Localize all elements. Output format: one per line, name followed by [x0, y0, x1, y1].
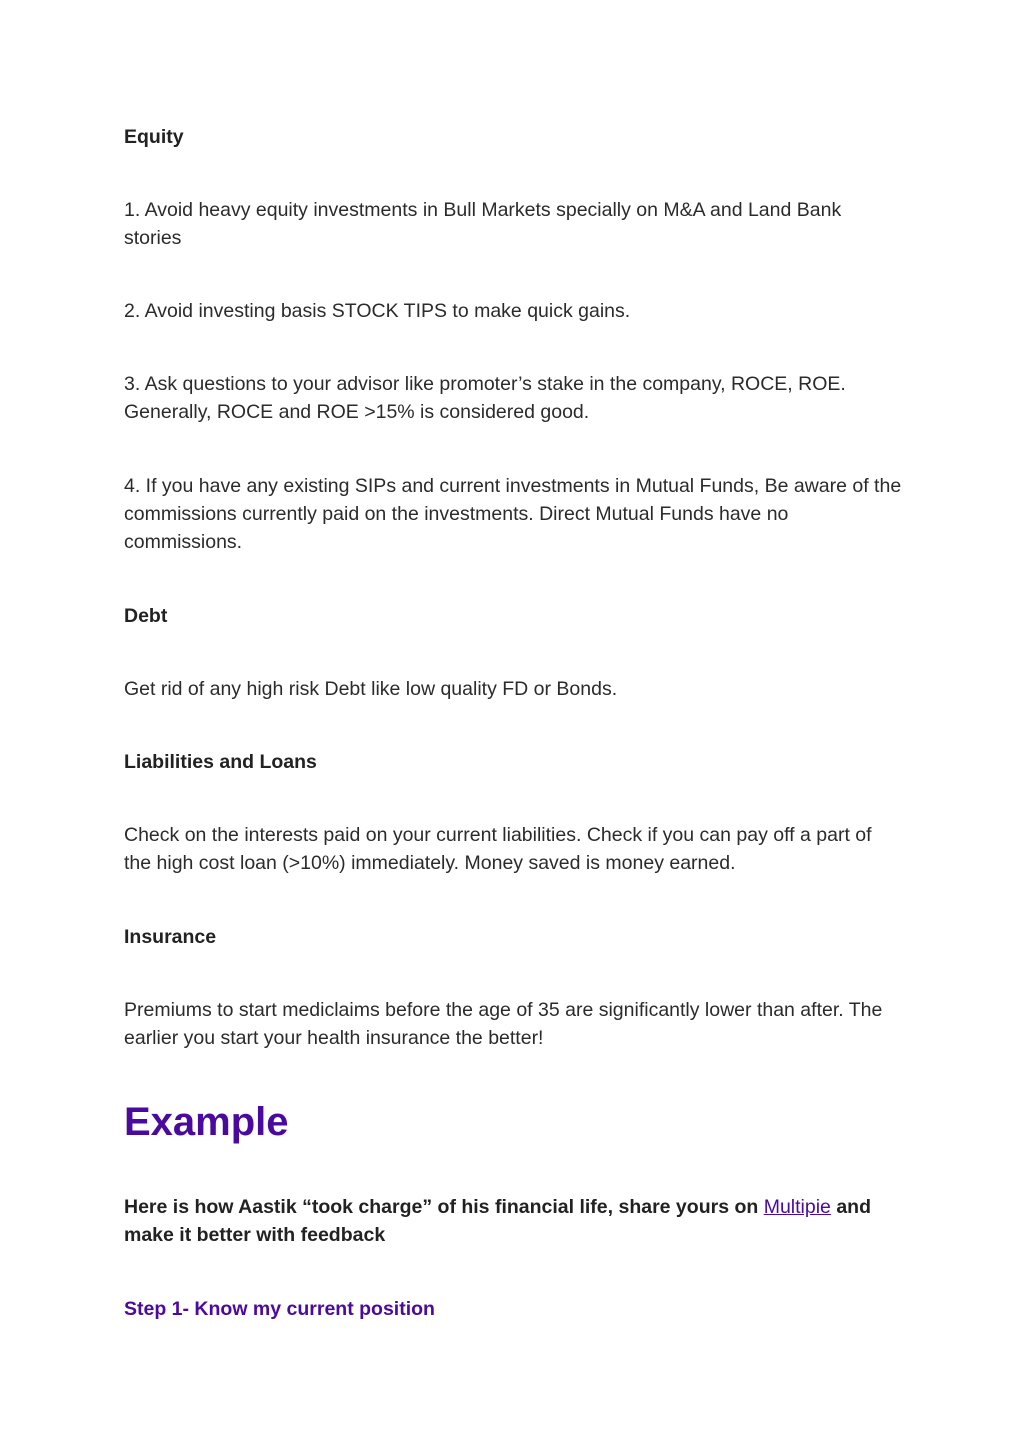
insurance-text: Premiums to start mediclaims before the age of 35 are significantly lower than after. The earlier you start your health insurance the better!: [124, 999, 883, 1049]
example-title: Example: [124, 1100, 289, 1144]
equity-heading: Equity: [124, 126, 184, 148]
insurance-heading: Insurance: [124, 926, 217, 948]
equity-item-2: 2. Avoid investing basis STOCK TIPS to make quick gains.: [124, 300, 631, 322]
equity-item-4: 4. If you have any existing SIPs and current investments in Mutual Funds, Be aware of the commissions currently paid on the investments. Direct Mutual Funds have no commissions.: [124, 475, 902, 553]
liabilities-heading: Liabilities and Loans: [124, 751, 317, 773]
equity-item-1: 1. Avoid heavy equity investments in Bull Markets specially on M&A and Land Bank stories: [124, 199, 842, 249]
example-intro-start: Here is how Aastik “took charge” of his financial life, share yours on: [124, 1196, 764, 1218]
equity-item-3: 3. Ask questions to your advisor like promoter’s stake in the company, ROCE, ROE. Generally, ROCE and ROE >15% is considered good.: [124, 373, 846, 423]
debt-heading: Debt: [124, 605, 168, 627]
debt-text: Get rid of any high risk Debt like low quality FD or Bonds.: [124, 678, 618, 700]
example-intro: [124, 1193, 904, 1249]
multipie-link[interactable]: Multipie: [763, 1196, 831, 1218]
example-intro-end: and make it better with feedback: [124, 1196, 871, 1246]
step-1-heading: Step 1- Know my current position: [124, 1298, 435, 1320]
liabilities-text: Check on the interests paid on your current liabilities. Check if you can pay off a part of the high cost loan (>10%) immediately. Money saved is money earned.: [124, 824, 872, 874]
